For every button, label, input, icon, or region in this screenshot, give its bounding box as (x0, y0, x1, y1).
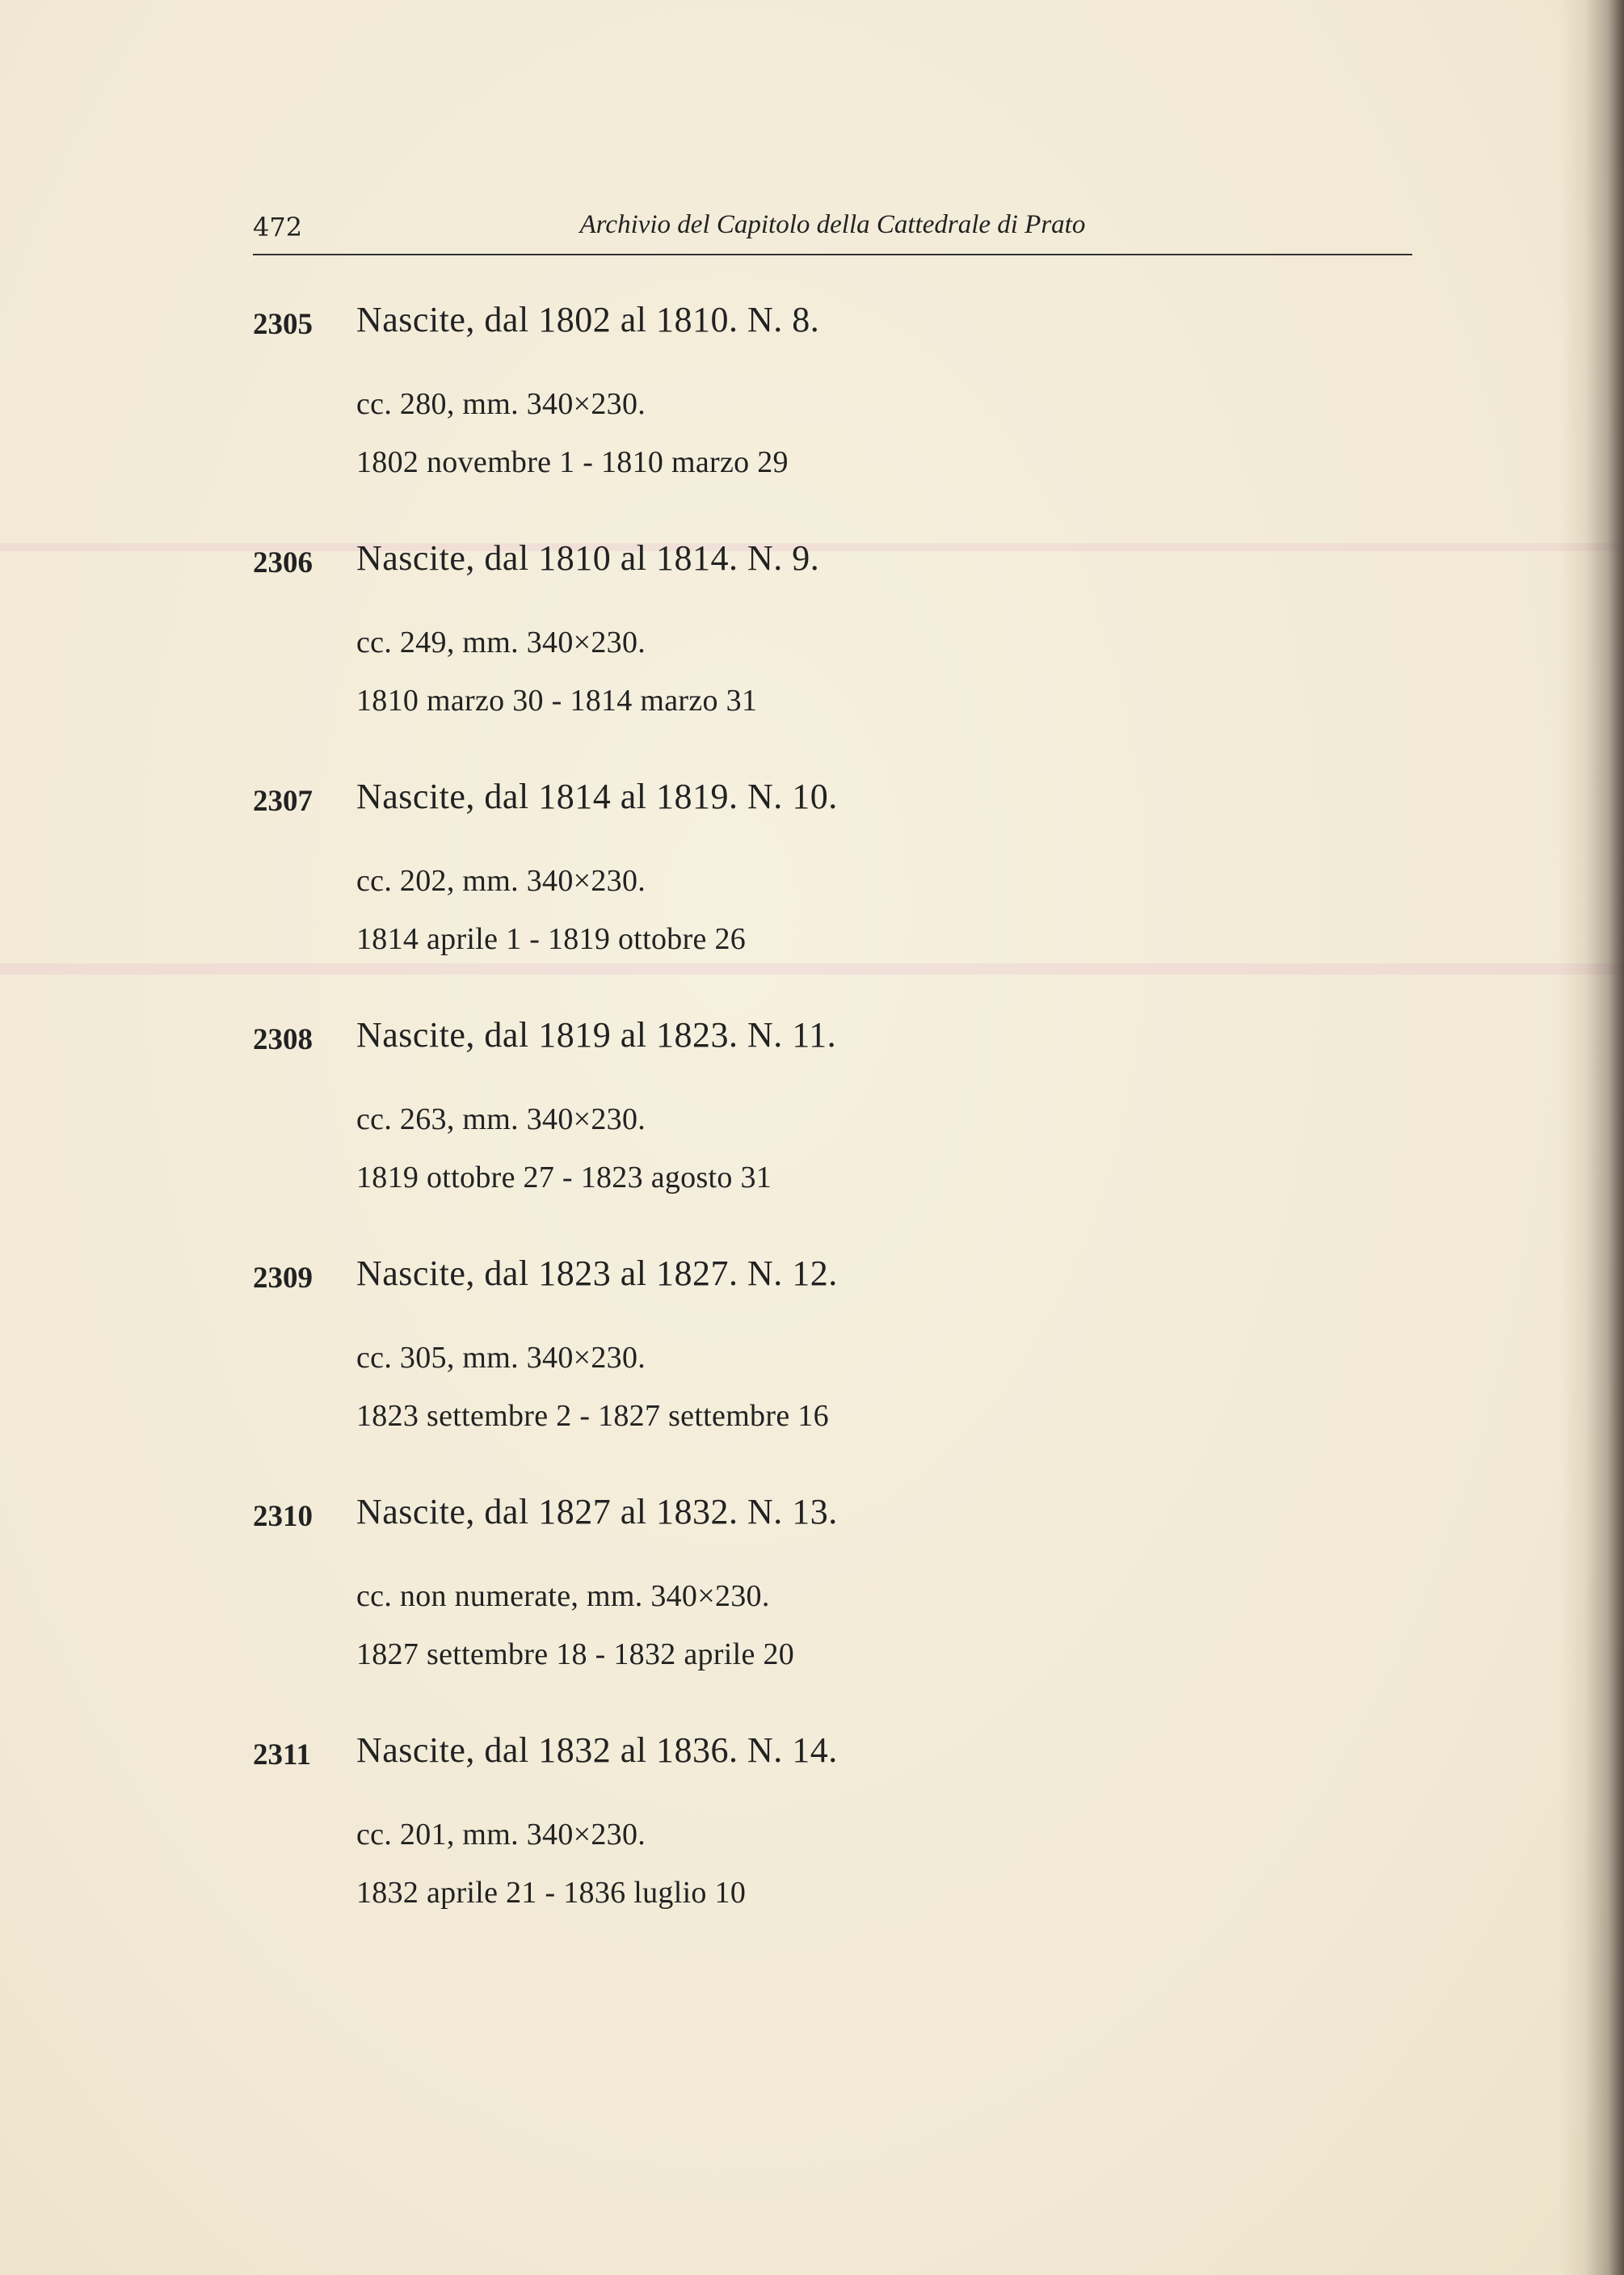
list-item (253, 537, 1412, 776)
entry-title: Nascite, dal 1832 al 1836. N. 14. (356, 1730, 838, 1770)
entry-number: 2308 (253, 1023, 313, 1056)
entry-dates: 1827 settembre 18 - 1832 aprile 20 (356, 1637, 795, 1671)
entry-description: cc. 280, mm. 340×230. (356, 387, 646, 421)
running-title: Archivio del Capitolo della Cattedrale di Prato (579, 210, 1086, 239)
entry-title: Nascite, dal 1827 al 1832. N. 13. (356, 1492, 838, 1531)
entry-dates: 1819 ottobre 27 - 1823 agosto 31 (356, 1161, 772, 1194)
list-item (253, 299, 1412, 537)
list-item (253, 776, 1412, 1014)
entry-number: 2310 (253, 1500, 313, 1533)
entry-description: cc. 249, mm. 340×230. (356, 626, 646, 659)
entry-dates: 1810 marzo 30 - 1814 marzo 31 (356, 684, 758, 718)
entry-number: 2306 (253, 546, 313, 579)
entry-title: Nascite, dal 1810 al 1814. N. 9. (356, 538, 820, 578)
entry-title: Nascite, dal 1819 al 1823. N. 11. (356, 1015, 837, 1055)
list-item (253, 1491, 1412, 1729)
entry-number: 2305 (253, 308, 313, 341)
entry-number: 2311 (253, 1738, 311, 1772)
entry-description: cc. non numerate, mm. 340×230. (356, 1579, 770, 1613)
entry-dates: 1802 novembre 1 - 1810 marzo 29 (356, 445, 789, 479)
entry-title: Nascite, dal 1823 al 1827. N. 12. (356, 1253, 838, 1293)
page-header (253, 209, 1412, 255)
list-item (253, 1253, 1412, 1491)
entry-list (253, 299, 1412, 1968)
entry-number: 2309 (253, 1262, 313, 1295)
entry-title: Nascite, dal 1814 al 1819. N. 10. (356, 777, 838, 816)
entry-dates: 1823 settembre 2 - 1827 settembre 16 (356, 1399, 829, 1433)
entry-dates: 1832 aprile 21 - 1836 luglio 10 (356, 1876, 747, 1910)
entry-description: cc. 201, mm. 340×230. (356, 1818, 646, 1852)
page-number: 472 (253, 212, 303, 242)
list-item (253, 1729, 1412, 1968)
list-item (253, 1014, 1412, 1253)
entry-title: Nascite, dal 1802 al 1810. N. 8. (356, 300, 820, 339)
entry-description: cc. 305, mm. 340×230. (356, 1341, 646, 1375)
entry-number: 2307 (253, 785, 313, 818)
entry-description: cc. 263, mm. 340×230. (356, 1102, 646, 1136)
entry-dates: 1814 aprile 1 - 1819 ottobre 26 (356, 922, 747, 956)
book-gutter-shadow (1559, 0, 1624, 2275)
entry-description: cc. 202, mm. 340×230. (356, 864, 646, 898)
